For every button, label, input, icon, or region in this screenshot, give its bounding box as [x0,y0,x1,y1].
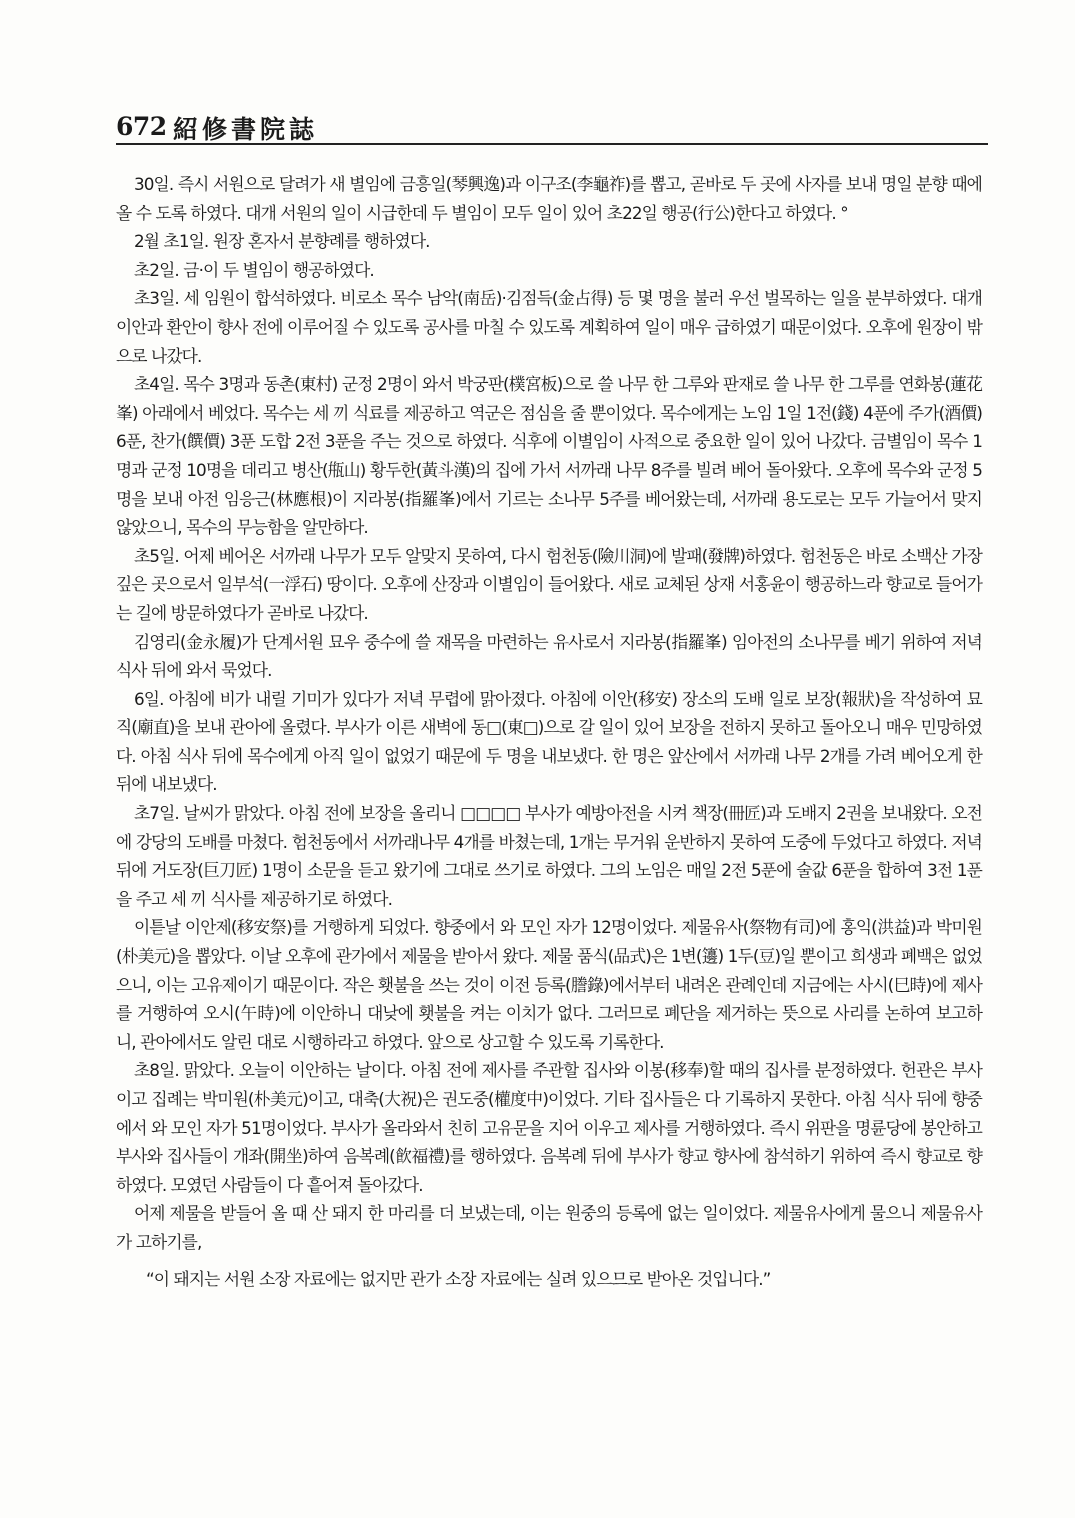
page-header [116,112,988,144]
paragraph: 초2일. 금·이 두 별임이 행공하였다. [134,259,374,280]
paragraph: 초3일. 세 임원이 합석하였다. 비로소 목수 남악(南岳)·김점득(金占得) 등 몇 명을 불러 우선 벌목하는 일을 분부하였다. 대개 이안과 환안이 향사 전에 이루어질 수 있도록 공사를 마칠 수 있도록 계획하여 일이 매우 급하였기 때문이었다. 오후에 원장이 밖으로 나갔다. [116,288,982,366]
paragraph: 30일. 즉시 서원으로 달려가 새 별임에 금흥일(琴興逸)과 이구조(李龜祚)를 뽑고, 곧바로 두 곳에 사자를 보내 명일 분향 때에 올 수 도록 하였다. 대개 서원의 일이 시급한데 두 별임이 모두 일이 있어 초22일 행공(行公)한다고 하였다. ° [116,174,982,223]
paragraph: 초4일. 목수 3명과 동촌(東村) 군정 2명이 와서 박궁판(樸宮板)으로 쓸 나무 한 그루와 판재로 쓸 나무 한 그루를 연화봉(蓮花峯) 아래에서 베었다. 목수는 세 끼 식료를 제공하고 역군은 점심을 줄 뿐이었다. 목수에게는 노임 1일 1전(錢) 4푼에 주가(酒價) 6푼, 찬가(饌價) 3푼 도합 2전 3푼을 주는 것으로 하였다. 식후에 이별임이 사적으로 중요한 일이 있어 나갔다. 금별임이 목수 1명과 군정 10명을 데리고 병산(甁山) 황두한(黃斗漢)의 집에 가서 서까래 나무 8주를 빌려 베어 돌아왔다. 오후에 목수와 군정 5명을 보내 아전 임응근(林應根)이 지라봉(指羅峯)에서 기르는 소나무 5주를 베어왔는데, 서까래 용도로는 모두 가늘어서 맞지 않았으니, 목수의 무능함을 알만하다. [116,374,983,538]
body-text [116,170,982,1293]
page-number: 672 [116,112,167,141]
paragraph: 초8일. 맑았다. 오늘이 이안하는 날이다. 아침 전에 제사를 주관할 집사와 이봉(移奉)할 때의 집사를 분정하였다. 헌관은 부사이고 집례는 박미원(朴美元)이고, 대축(大祝)은 권도중(權度中)이었다. 기타 집사들은 다 기록하지 못한다. 아침 식사 뒤에 향중에서 와 모인 자가 51명이었다. 부사가 올라와서 친히 고유문을 지어 이우고 제사를 거행하였다. 즉시 위판을 명륜당에 봉안하고 부사와 집사들이 개좌(開坐)하여 음복례(飮福禮)를 행하였다. 음복례 뒤에 부사가 향교 향사에 참석하기 위하여 즉시 향교로 향하였다. 모였던 사람들이 다 흩어져 돌아갔다. [116,1060,982,1195]
paragraph: 초5일. 어제 베어온 서까래 나무가 모두 알맞지 못하여, 다시 험천동(險川洞)에 발패(發牌)하였다. 험천동은 바로 소백산 가장 깊은 곳으로서 일부석(一浮石) 땅이다. 오후에 산장과 이별임이 들어왔다. 새로 교체된 상재 서홍윤이 행공하느라 향교로 들어가는 길에 방문하였다가 곧바로 나갔다. [116,545,982,623]
header-rule [116,143,988,145]
block-quote: “이 돼지는 서원 소장 자료에는 없지만 관가 소장 자료에는 실려 있으므로 받아온 것입니다.” [146,1268,771,1289]
paragraph: 어제 제물을 받들어 올 때 산 돼지 한 마리를 더 보냈는데, 이는 원중의 등록에 없는 일이었다. 제물유사에게 물으니 제물유사가 고하기를, [116,1203,982,1252]
paragraph: 초7일. 날씨가 맑았다. 아침 전에 보장을 올리니 □□□□ 부사가 예방아전을 시켜 책장(冊匠)과 도배지 2권을 보내왔다. 오전에 강당의 도배를 마쳤다. 험천동에서 서까래나무 4개를 바쳤는데, 1개는 무거워 운반하지 못하여 도중에 두었다고 하였다. 저녁 뒤에 거도장(巨刀匠) 1명이 소문을 듣고 왔기에 그대로 쓰기로 하였다. 그의 노임은 매일 2전 5푼에 술값 6푼을 합하여 3전 1푼을 주고 세 끼 식사를 제공하기로 하였다. [116,803,982,909]
paragraph: 6일. 아침에 비가 내릴 기미가 있다가 저녁 무렵에 맑아졌다. 아침에 이안(移安) 장소의 도배 일로 보장(報狀)을 작성하여 묘직(廟直)을 보내 관아에 올렸다. 부사가 이른 새벽에 동□(東□)으로 갈 일이 있어 보장을 전하지 못하고 돌아오니 매우 민망하였다. 아침 식사 뒤에 목수에게 아직 일이 없었기 때문에 두 명을 내보냈다. 한 명은 앞산에서 서까래 나무 2개를 가려 베어오게 한 뒤에 내보냈다. [116,688,982,795]
paragraph: 김영리(金永履)가 단계서원 묘우 중수에 쓸 재목을 마련하는 유사로서 지라봉(指羅峯) 임아전의 소나무를 베기 위하여 저녁 식사 뒤에 와서 묵었다. [116,631,982,681]
paragraph: 이튿날 이안제(移安祭)를 거행하게 되었다. 향중에서 와 모인 자가 12명이었다. 제물유사(祭物有司)에 홍익(洪益)과 박미원(朴美元)을 뽑았다. 이날 오후에 관가에서 제물을 받아서 왔다. 제물 품식(品式)은 1변(籩) 1두(豆)일 뿐이고 희생과 폐백은 없었으니, 이는 고유제이기 때문이다. 작은 횃불을 쓰는 것이 이전 등록(謄錄)에서부터 내려온 관례인데 지금에는 사시(巳時)에 제사를 거행하여 오시(午時)에 이안하니 대낮에 횃불을 켜는 이치가 없다. 그러므로 폐단을 제거하는 뜻으로 사리를 논하여 보고하니, 관아에서도 알린 대로 시행하라고 하였다. 앞으로 상고할 수 있도록 기록한다. [116,917,982,1052]
book-title: 紹修書院誌 [173,115,319,144]
paragraph: 2월 초1일. 원장 혼자서 분향례를 행하였다. [134,231,430,252]
